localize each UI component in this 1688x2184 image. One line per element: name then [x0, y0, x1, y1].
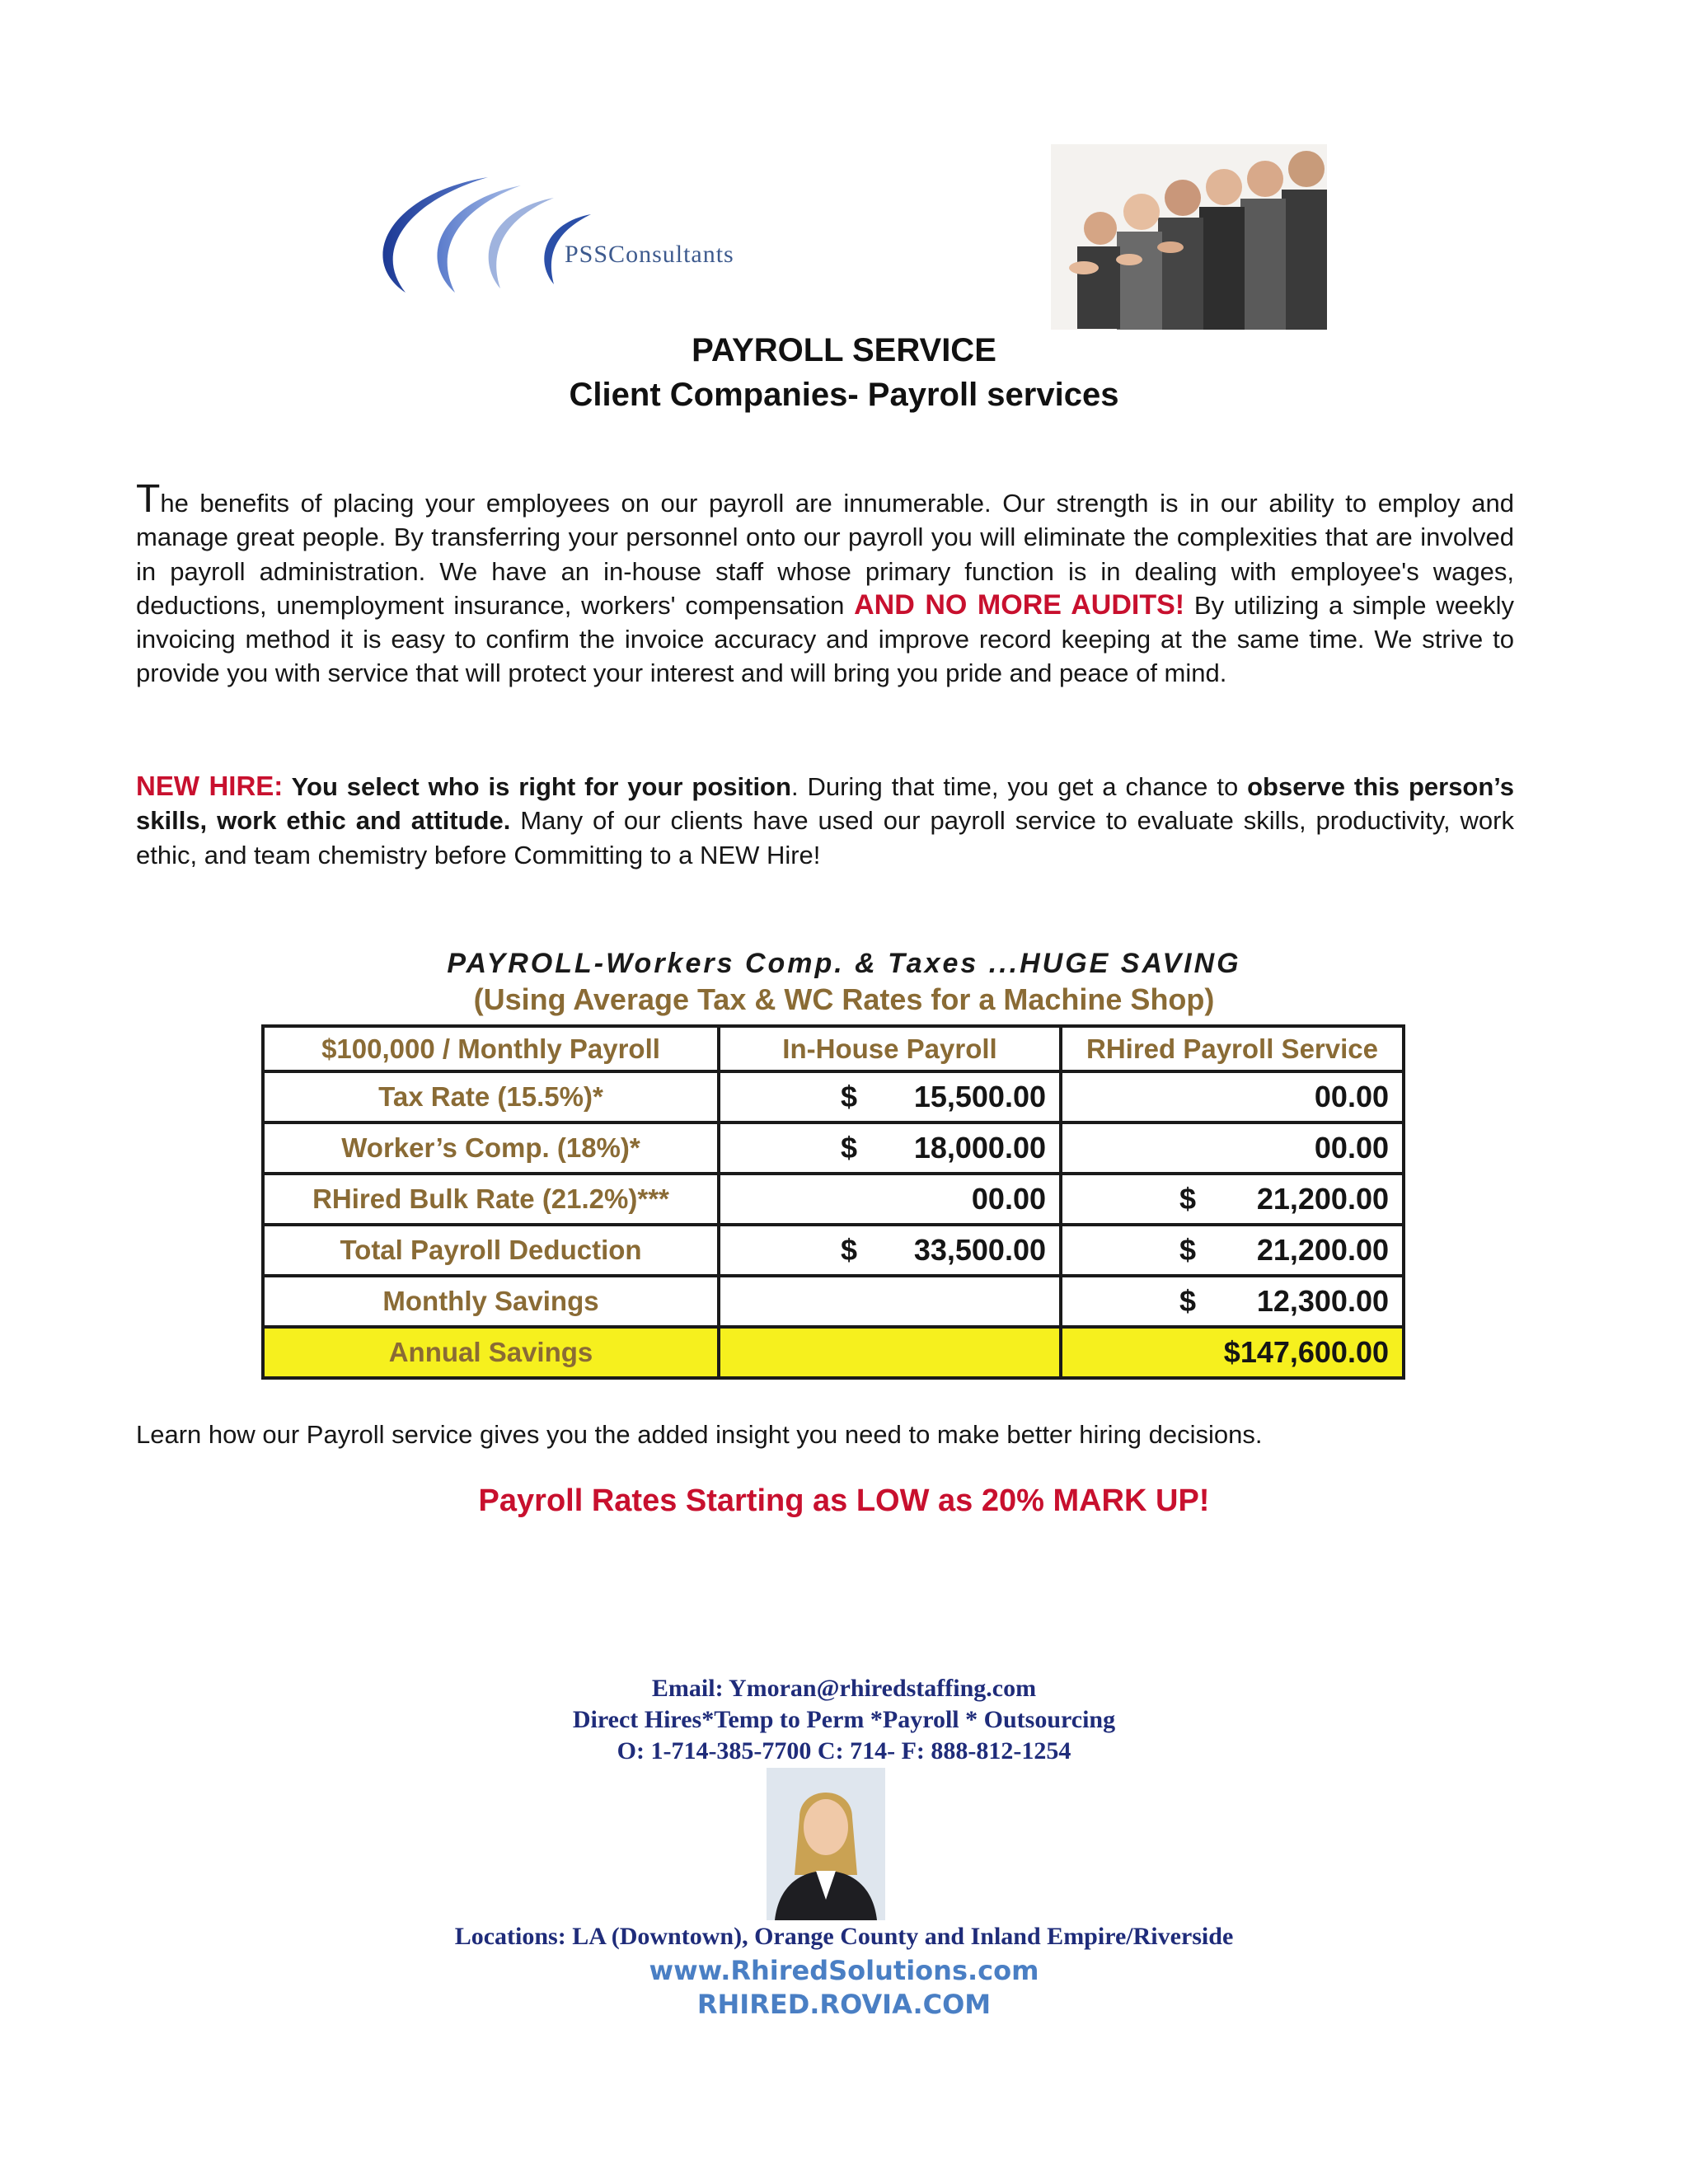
new-hire-text-2: Many of our clients have used our payroll service to evaluate skills, productivity, work ethic, and team chemistry before Committing to a NEW Hire! — [136, 806, 1514, 869]
logo-text: PSSConsultants — [565, 241, 734, 268]
intro-text-2: By utilizing a simple weekly invoicing method it is easy to confirm the invoice accuracy and improve record keeping at the same time. We strive to provide you with service that will protect your interest and will bring you pride and peace of mind. — [136, 590, 1515, 688]
row-label: Total Payroll Deduction — [263, 1225, 719, 1276]
contact-email[interactable]: Email: Ymoran@rhiredstaffing.com — [651, 1675, 1037, 1702]
website-link[interactable]: www.RhiredSolutions.com — [649, 1955, 1039, 1986]
intro-paragraph — [136, 477, 1515, 691]
header-in-house: In-House Payroll — [719, 1026, 1061, 1071]
row-label: Tax Rate (15.5%)* — [263, 1071, 719, 1122]
rhired-value: $ 12,300.00 — [1061, 1276, 1404, 1327]
annual-savings-row — [263, 1327, 1404, 1378]
in-house-value: $ 33,500.00 — [719, 1225, 1061, 1276]
table-header-row — [263, 1026, 1404, 1071]
table-row — [263, 1071, 1404, 1122]
in-house-value: $ 18,000.00 — [719, 1122, 1061, 1174]
header-monthly-payroll: $100,000 / Monthly Payroll — [263, 1026, 719, 1071]
table-row — [263, 1174, 1404, 1225]
in-house-value: $ 15,500.00 — [719, 1071, 1061, 1122]
rhired-value: 00.00 — [1061, 1071, 1404, 1122]
team-applause-photo — [1051, 144, 1327, 330]
table-row — [263, 1276, 1404, 1327]
learn-text: Learn how our Payroll service gives you the added insight you need to make better hiring decisions. — [136, 1420, 1263, 1449]
no-audits-highlight: AND NO MORE AUDITS! — [854, 588, 1185, 621]
payroll-savings-table — [261, 1024, 1405, 1380]
dropcap: T — [136, 477, 161, 521]
row-label: Annual Savings — [263, 1327, 719, 1378]
header-rhired: RHired Payroll Service — [1061, 1026, 1404, 1071]
contact-locations: Locations: LA (Downtown), Orange County and Inland Empire/Riverside — [454, 1923, 1234, 1950]
contact-phones: O: 1-714-385-7700 C: 714- F: 888-812-1254 — [617, 1737, 1071, 1765]
rhired-value: 00.00 — [1061, 1122, 1404, 1174]
in-house-value — [719, 1327, 1061, 1378]
in-house-value — [719, 1276, 1061, 1327]
table-title: PAYROLL-Workers Comp. & Taxes ...HUGE SAVING — [447, 948, 1241, 979]
row-label: Worker’s Comp. (18%)* — [263, 1122, 719, 1174]
contact-services: Direct Hires*Temp to Perm *Payroll * Outsourcing — [572, 1706, 1116, 1733]
table-row — [263, 1122, 1404, 1174]
new-hire-text-1: . During that time, you get a chance to — [790, 772, 1248, 801]
contact-headshot-photo — [767, 1768, 885, 1920]
intro-text: he benefits of placing your employees on our payroll are innumerable. Our strength is in our ability to employ and manage great people. By transferring your personnel onto our payroll you will eliminate the complexities that are involved in payroll administration. We have an in-house staff whose primary function is in dealing with employee's wages, deductions, unemployment insurance, workers' compensation — [136, 489, 1514, 620]
rovia-link[interactable]: RHIRED.ROVIA.COM — [696, 1989, 992, 2020]
rates-headline: Payroll Rates Starting as LOW as 20% MARK UP! — [478, 1483, 1210, 1518]
page-subtitle: Client Companies- Payroll services — [569, 377, 1119, 413]
new-hire-bold-1: You select who is right for your position — [283, 772, 791, 801]
row-label: RHired Bulk Rate (21.2%)*** — [263, 1174, 719, 1225]
table-row — [263, 1225, 1404, 1276]
new-hire-label: NEW HIRE: — [136, 771, 284, 801]
rhired-value: $ 21,200.00 — [1061, 1174, 1404, 1225]
row-label: Monthly Savings — [263, 1276, 719, 1327]
rhired-value: $ 21,200.00 — [1061, 1225, 1404, 1276]
new-hire-paragraph — [136, 769, 1514, 872]
table-subtitle: (Using Average Tax & WC Rates for a Machine Shop) — [473, 982, 1215, 1016]
new-hire-bold-2: observe this person’s skills, work ethic and attitude. — [136, 772, 1515, 836]
page-title: PAYROLL SERVICE — [692, 332, 996, 368]
rhired-value: $147,600.00 — [1061, 1327, 1404, 1378]
in-house-value: 00.00 — [719, 1174, 1061, 1225]
